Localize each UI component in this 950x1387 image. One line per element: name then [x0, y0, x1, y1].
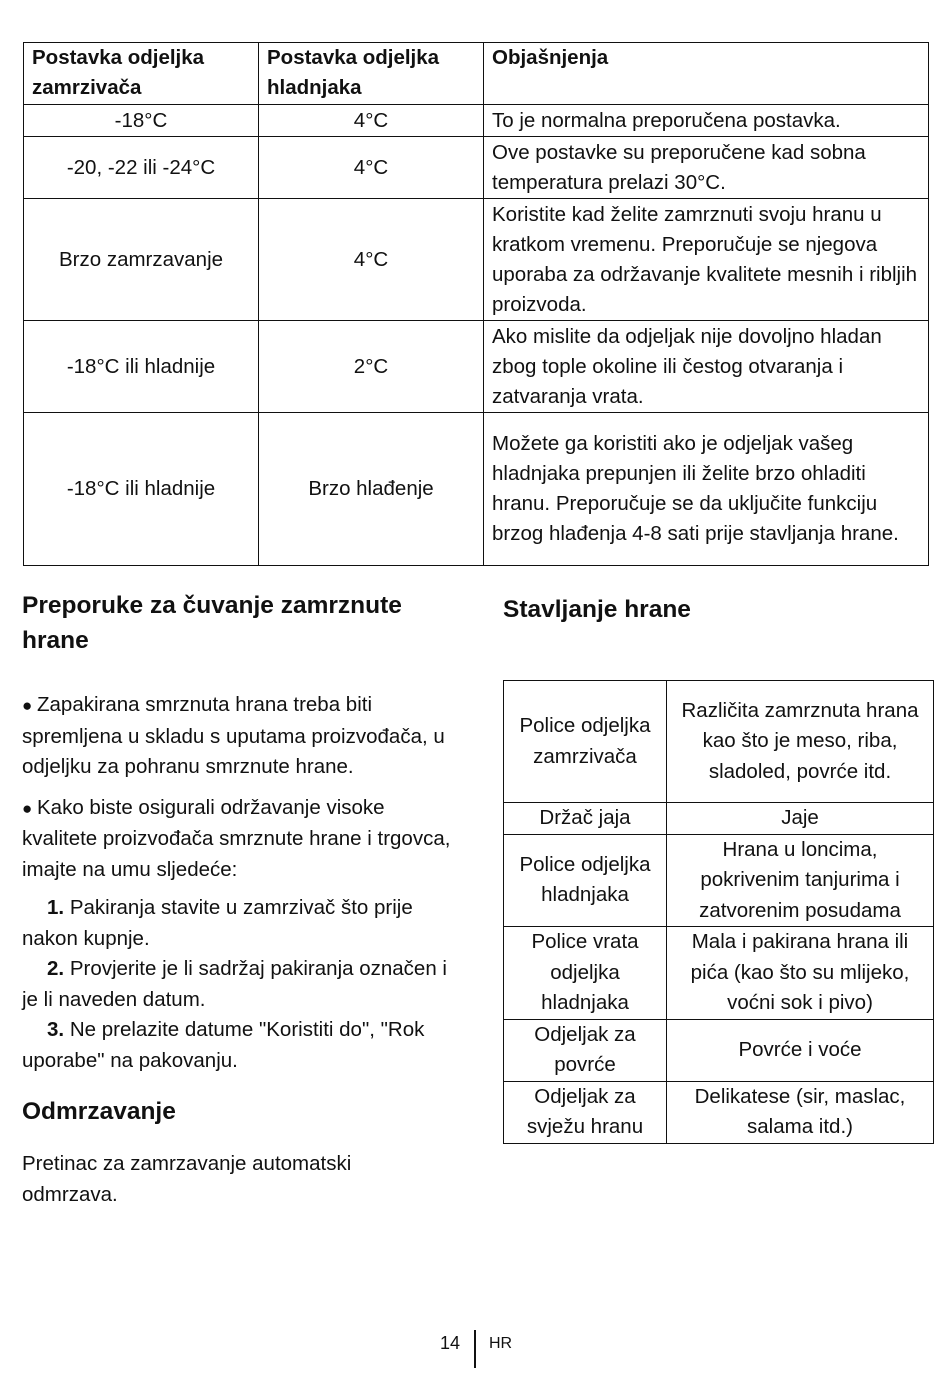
- settings-table-header-row: [24, 43, 929, 105]
- table-row: [24, 321, 929, 413]
- explanation-cell: To je normalna preporučena postavka.: [484, 105, 929, 137]
- fridge-setting-cell: 2°C: [259, 321, 484, 413]
- storage-step: [22, 954, 452, 1015]
- step-text: Ne prelazite datume "Koristiti do", "Rok uporabe" na pakovanju.: [22, 1018, 425, 1072]
- fridge-setting-cell: 4°C: [259, 199, 484, 321]
- storage-bullet: ● Zapakirana smrznuta hrana treba biti spremljena u skladu s uputama proizvođača, u odjeljku za pohranu smrznute hrane.: [22, 690, 452, 783]
- explanation-cell: Ove postavke su preporučene kad sobna temperatura prelazi 30°C.: [484, 137, 929, 199]
- storage-bullet: ● Kako biste osigurali održavanje visoke kvalitete proizvođača smrznute hrane i trgovca, imajte na umu sljedeće:: [22, 793, 452, 886]
- fridge-setting-cell: 4°C: [259, 105, 484, 137]
- page-footer: [0, 1330, 950, 1370]
- step-text: Provjerite je li sadržaj pakiranja označen i je li naveden datum.: [22, 957, 447, 1011]
- freezer-setting-cell: -18°C ili hladnije: [24, 321, 259, 413]
- explanation-cell: Ako mislite da odjeljak nije dovoljno hladan zbog tople okoline ili čestog otvaranja i zatvaranja vrata.: [484, 321, 929, 413]
- explanation-cell: Možete ga koristiti ako je odjeljak vašeg hladnjaka prepunjen ili želite brzo ohladiti hranu. Preporučuje se da uključite funkciju brzog hlađenja 4-8 sati prije stavljanja hrane.: [484, 413, 929, 566]
- defrost-title: Odmrzavanje: [22, 1098, 176, 1125]
- freezer-setting-cell: -18°C ili hladnije: [24, 413, 259, 566]
- food-cell: Mala i pakirana hrana ili pića (kao što su mlijeko, voćni sok i pivo): [667, 927, 934, 1020]
- storage-step: [22, 1015, 452, 1076]
- table-row: [504, 1081, 934, 1143]
- column-header-fridge-setting: Postavka odjeljka hladnjaka: [259, 43, 484, 105]
- table-row: [24, 105, 929, 137]
- footer-divider: [474, 1330, 476, 1368]
- column-header-explanations: Objašnjenja: [484, 43, 929, 105]
- step-text: Pakiranja stavite u zamrzivač što prije nakon kupnje.: [22, 896, 413, 950]
- explanation-cell: Koristite kad želite zamrznuti svoju hranu u kratkom vremenu. Preporučuje se njegova uporaba za održavanje kvalitete mesnih i ribljih proizvoda.: [484, 199, 929, 321]
- table-row: [504, 803, 934, 835]
- food-placement-table: [503, 680, 934, 1144]
- freezer-setting-cell: -18°C: [24, 105, 259, 137]
- food-cell: Jaje: [667, 803, 934, 835]
- food-placement-title: Stavljanje hrane: [503, 596, 691, 623]
- food-cell: Hrana u loncima, pokrivenim tanjurima i zatvorenim posudama: [667, 834, 934, 927]
- step-number: 3.: [47, 1018, 65, 1041]
- compartment-cell: Odjeljak za povrće: [504, 1019, 667, 1081]
- food-cell: Delikatese (sir, maslac, salama itd.): [667, 1081, 934, 1143]
- fridge-setting-cell: Brzo hlađenje: [259, 413, 484, 566]
- column-header-freezer-setting: Postavka odjeljka zamrzivača: [24, 43, 259, 105]
- compartment-cell: Odjeljak za svježu hranu: [504, 1081, 667, 1143]
- fridge-setting-cell: 4°C: [259, 137, 484, 199]
- table-row: [24, 137, 929, 199]
- table-row: [504, 927, 934, 1020]
- defrost-text: Pretinac za zamrzavanje automatski odmrzava.: [22, 1152, 352, 1206]
- compartment-cell: Police vrata odjeljka hladnjaka: [504, 927, 667, 1020]
- food-cell: Različita zamrznuta hrana kao što je meso, riba, sladoled, povrće itd.: [667, 681, 934, 803]
- language-code: HR: [489, 1335, 513, 1352]
- table-row: [24, 413, 929, 566]
- step-number: 1.: [47, 896, 65, 919]
- table-row: [504, 681, 934, 803]
- frozen-storage-title: Preporuke za čuvanje zamrznute hrane: [22, 592, 402, 654]
- table-row: [24, 199, 929, 321]
- compartment-cell: Police odjeljka zamrzivača: [504, 681, 667, 803]
- compartment-cell: Police odjeljka hladnjaka: [504, 834, 667, 927]
- freezer-setting-cell: Brzo zamrzavanje: [24, 199, 259, 321]
- table-row: [504, 1019, 934, 1081]
- table-row: [504, 834, 934, 927]
- settings-table: [23, 42, 929, 566]
- food-cell: Povrće i voće: [667, 1019, 934, 1081]
- step-number: 2.: [47, 957, 65, 980]
- page-number: 14: [439, 1333, 460, 1353]
- left-column: [22, 588, 452, 1210]
- compartment-cell: Držač jaja: [504, 803, 667, 835]
- freezer-setting-cell: -20, -22 ili -24°C: [24, 137, 259, 199]
- storage-step: [22, 893, 452, 954]
